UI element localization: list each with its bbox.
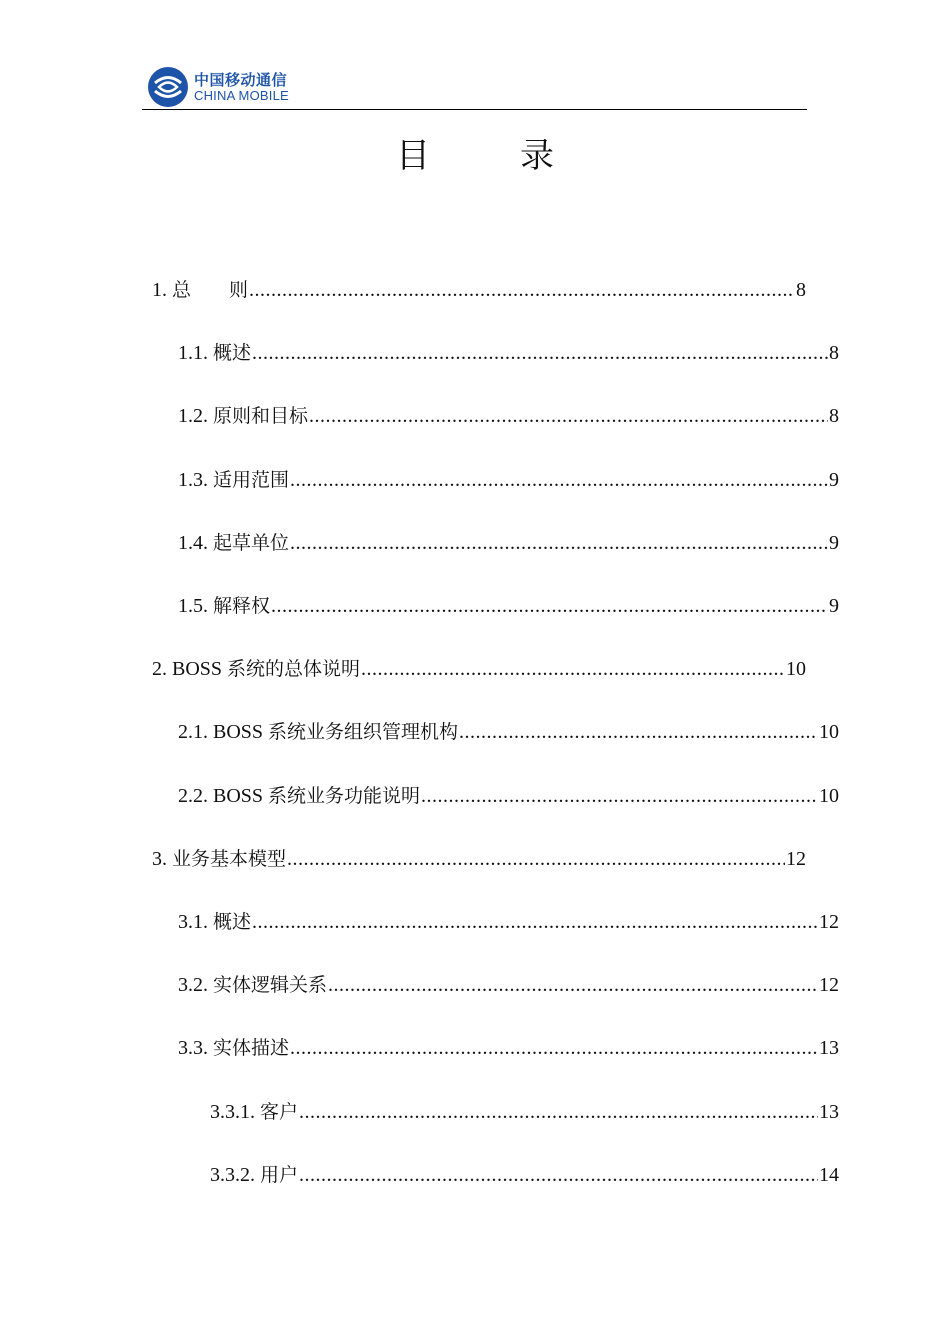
toc-page-number: 8: [829, 405, 839, 427]
toc-leader-dots: [290, 467, 828, 493]
toc-entry-number: 1.1.: [178, 342, 213, 364]
toc-entry-number: 1.2.: [178, 405, 213, 427]
toc-entry[interactable]: [178, 593, 839, 619]
toc-leader-dots: [421, 783, 818, 809]
toc-entry[interactable]: [178, 783, 839, 809]
toc-entry-title: 业务基本模型: [172, 848, 287, 870]
toc-leader-dots: [459, 719, 818, 745]
toc-entry-title: 客户: [260, 1101, 299, 1123]
toc-entry[interactable]: [178, 909, 839, 935]
toc-entry[interactable]: [210, 1099, 839, 1125]
toc-page-number: 10: [819, 721, 839, 743]
toc-leader-dots: [271, 593, 828, 619]
toc-leader-dots: [299, 1099, 818, 1125]
toc-leader-dots: [290, 1035, 818, 1061]
toc-entry-number: 2. BOSS: [152, 658, 228, 680]
toc-page-number: 14: [819, 1164, 839, 1186]
toc-page-number: 8: [829, 342, 839, 364]
page-title: [0, 128, 950, 177]
toc-entry-title: 总 则: [172, 279, 249, 301]
toc-page-number: 9: [829, 595, 839, 617]
toc-entry-number: 1.5.: [178, 595, 213, 617]
toc-entry-title: 适用范围: [213, 469, 290, 491]
toc-page-number: 12: [819, 911, 839, 933]
toc-entry[interactable]: [152, 846, 806, 872]
toc-entry-number: 2.1. BOSS: [178, 721, 269, 743]
brand-name-en: CHINA MOBILE: [194, 88, 289, 103]
toc-page-number: 13: [819, 1101, 839, 1123]
toc-leader-dots: [252, 909, 818, 935]
title-char-2: 录: [520, 136, 554, 176]
toc-page-number: 12: [819, 974, 839, 996]
toc-leader-dots: [309, 403, 828, 429]
toc-entry[interactable]: [178, 972, 839, 998]
toc-leader-dots: [361, 656, 785, 682]
toc-entry-number: 3.3.: [178, 1037, 213, 1059]
brand-name-cn: 中国移动通信: [194, 71, 288, 89]
toc-entry-title: 解释权: [213, 595, 271, 617]
toc-entry[interactable]: [178, 719, 839, 745]
toc-page-number: 13: [819, 1037, 839, 1059]
toc-page-number: 10: [786, 658, 806, 680]
toc-leader-dots: [290, 530, 828, 556]
toc-entry-title: 实体逻辑关系: [213, 974, 328, 996]
toc-leader-dots: [328, 972, 818, 998]
toc-leader-dots: [252, 340, 828, 366]
toc-entry[interactable]: [178, 467, 839, 493]
toc-entry-number: 3.1.: [178, 911, 213, 933]
toc-entry-number: 3.3.2.: [210, 1164, 260, 1186]
document-header: [147, 66, 807, 112]
toc-entry-title: 用户: [260, 1164, 299, 1186]
toc-leader-dots: [287, 846, 785, 872]
toc-entry-number: 1.3.: [178, 469, 213, 491]
toc-entry[interactable]: [152, 277, 806, 303]
toc-page-number: 8: [796, 279, 806, 301]
toc-entry-title: 系统业务功能说明: [268, 785, 421, 807]
toc-page-number: 9: [829, 469, 839, 491]
toc-entry[interactable]: [210, 1162, 839, 1188]
toc-entry-title: 系统的总体说明: [227, 658, 361, 680]
toc-entry-number: 3.2.: [178, 974, 213, 996]
toc-entry-title: 原则和目标: [213, 405, 309, 427]
toc-page-number: 9: [829, 532, 839, 554]
toc-entry-title: 系统业务组织管理机构: [268, 721, 459, 743]
toc-entry-title: 起草单位: [213, 532, 290, 554]
toc-entry-number: 1.4.: [178, 532, 213, 554]
toc-entry-number: 3.3.1.: [210, 1101, 260, 1123]
toc-entry-number: 2.2. BOSS: [178, 785, 269, 807]
toc-entry[interactable]: [178, 1035, 839, 1061]
toc-entry[interactable]: [152, 656, 806, 682]
toc-entry[interactable]: [178, 403, 839, 429]
toc-leader-dots: [299, 1162, 818, 1188]
toc-page-number: 10: [819, 785, 839, 807]
toc-entry-number: 1.: [152, 279, 172, 301]
toc-leader-dots: [249, 277, 795, 303]
toc-page-number: 12: [786, 848, 806, 870]
china-mobile-logo-icon: [147, 66, 189, 108]
title-char-1: 目: [396, 136, 430, 176]
toc-entry-title: 概述: [213, 342, 252, 364]
header-divider: [142, 109, 807, 110]
toc-entry-number: 3.: [152, 848, 172, 870]
toc-entry[interactable]: [178, 530, 839, 556]
toc-entry[interactable]: [178, 340, 839, 366]
toc-entry-title: 实体描述: [213, 1037, 290, 1059]
toc-entry-title: 概述: [213, 911, 252, 933]
